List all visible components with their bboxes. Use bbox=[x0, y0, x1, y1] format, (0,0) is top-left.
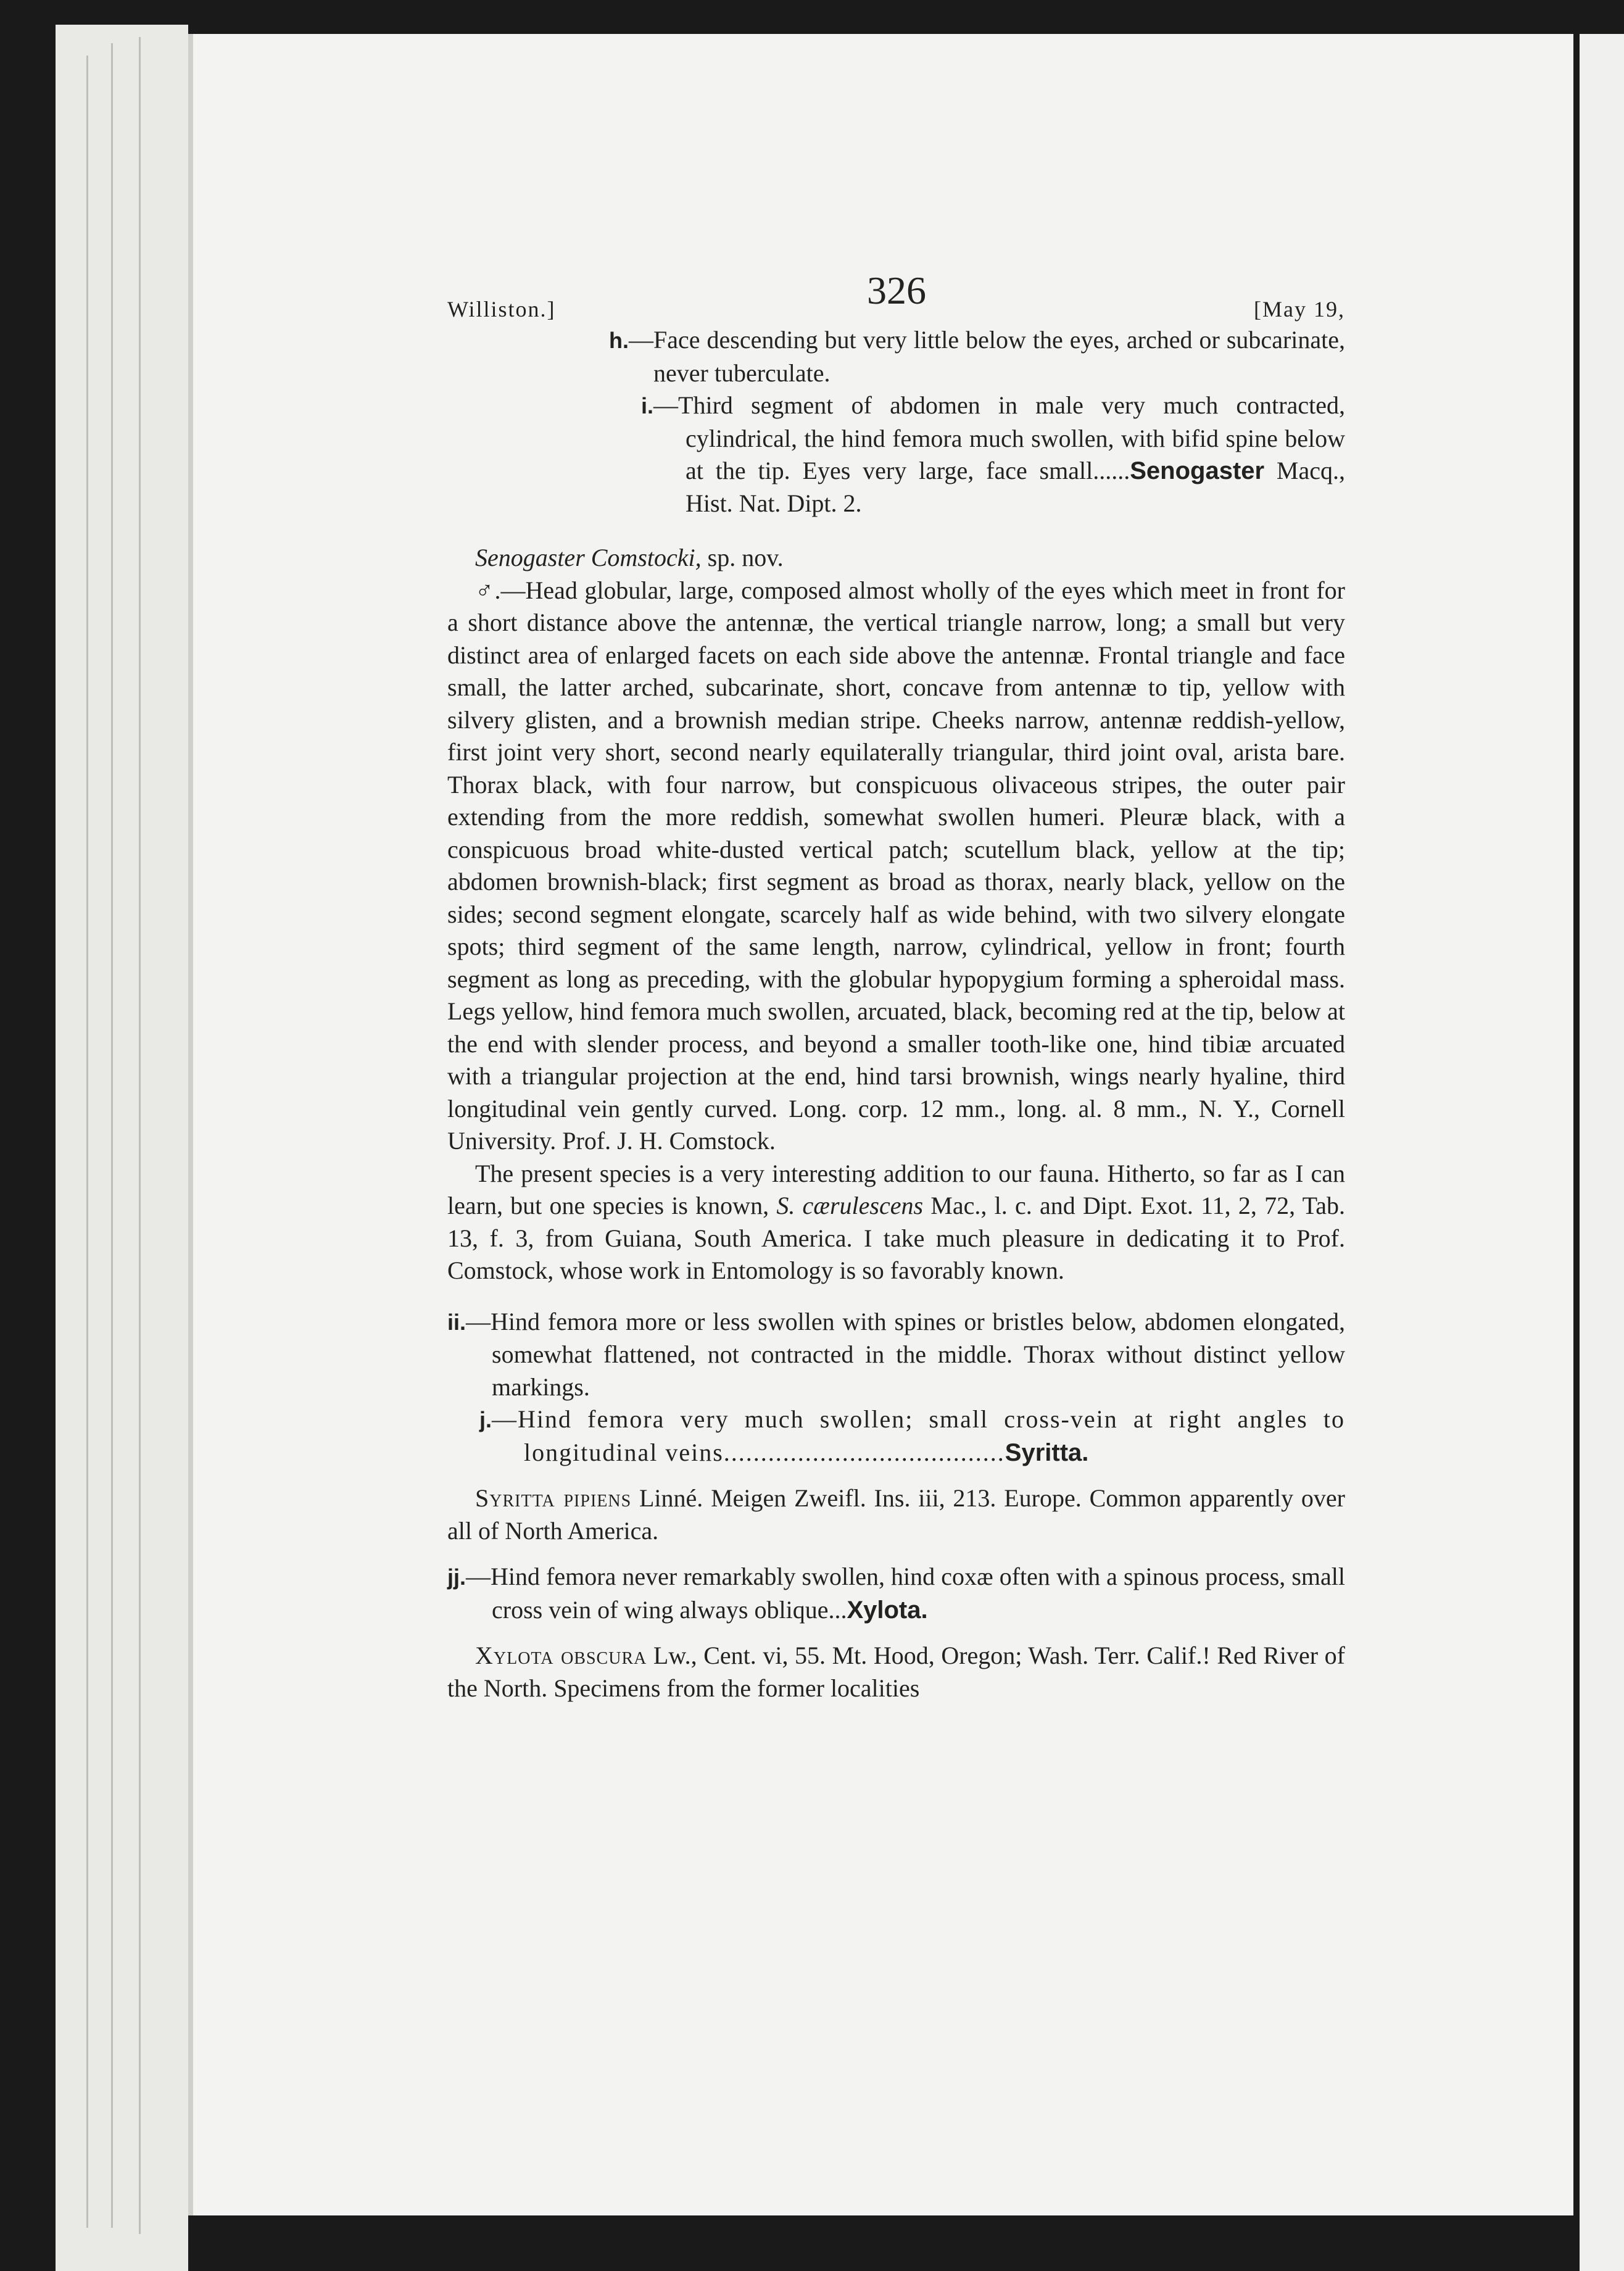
taxon-name: S. cærulescens bbox=[776, 1192, 924, 1219]
running-head-date: [May 19, bbox=[1254, 297, 1345, 322]
key-text: —Hind femora very much swollen; small cross-vein at right angles to longitudinal veins...................................... bbox=[492, 1405, 1345, 1466]
key-text: —Face descending but very little below the eyes, arched or subcarinate, never tuberculate. bbox=[629, 326, 1345, 387]
page-edge-line bbox=[86, 56, 88, 2228]
page-number: 326 bbox=[867, 268, 926, 312]
record-text: Linné. Meigen Zweifl. Ins. iii, 213. Europe. Common apparently over all of North America. bbox=[447, 1484, 1346, 1545]
species-name: Senogaster Comstocki, bbox=[475, 544, 702, 571]
key-couplet-h bbox=[609, 324, 1345, 389]
running-head-author: Williston.] bbox=[447, 297, 556, 322]
page-edge-line bbox=[139, 37, 141, 2234]
key-couplet-j bbox=[479, 1403, 1345, 1469]
key-couplet-i bbox=[641, 389, 1345, 520]
key-text: —Hind femora never remarkably swollen, hind coxæ often with a spinous process, small cross vein of wing always oblique... bbox=[466, 1563, 1345, 1624]
running-header bbox=[447, 268, 1345, 324]
key-text: —Hind femora more or less swollen with spines or bristles below, abdomen elongated, somewhat flattened, not contracted in the middle. Thorax without distinct yellow markings. bbox=[466, 1307, 1345, 1401]
key-couplet-jj bbox=[447, 1561, 1345, 1626]
key-citation: Macq., Hist. Nat. Dipt. 2. bbox=[686, 457, 1346, 517]
page-edge-line bbox=[111, 43, 113, 2228]
key-text: —Third segment of abdomen in male very much contracted, cylindrical, the hind femora much swollen, with bifid spine below at the tip. Eyes very large, face small...... bbox=[653, 391, 1345, 484]
page-stack-shadow bbox=[56, 25, 188, 2271]
species-status: sp. nov. bbox=[701, 544, 784, 571]
remarks-text: The present species is a very interesting addition to our fauna. Hitherto, so far as I can learn, but one species is known, bbox=[447, 1159, 1345, 1219]
adjacent-page-edge bbox=[1580, 34, 1624, 2271]
genus-name: Syritta. bbox=[1005, 1439, 1089, 1466]
page-content bbox=[447, 268, 1346, 1704]
genus-name: Senogaster bbox=[1130, 457, 1265, 484]
species-description: ♂.—Head globular, large, composed almost wholly of the eyes which meet in front for a short distance above the antennæ, the vertical triangle narrow, long; a small but very distinct area of enlarged facets on each side above the antennæ. Frontal triangle and face small, the latter arched, subcarinate, short, concave from antennæ to tip, yellow with silvery glisten, and a brownish median stripe. Cheeks narrow, antennæ reddish-yellow, first joint very short, second nearly equilaterally triangular, third joint oval, arista bare. Thorax black, with four narrow, but conspicuous olivaceous stripes, the outer pair extending from the more reddish, somewhat swollen humeri. Pleuræ black, with a conspicuous broad white-dusted vertical patch; scutellum black, yellow at the tip; abdomen brownish-black; first segment as broad as thorax, nearly black, yellow on the sides; second segment elongate, scarcely half as wide behind, with two silvery elongate spots; third segment of the same length, narrow, cylindrical, yellow in front; fourth segment as long as preceding, with the globular hypopygium forming a spheroidal mass. Legs yellow, hind femora much swollen, arcuated, black, becoming red at the tip, below at the end with slender process, and beyond a smaller tooth-like one, hind tibiæ arcuated with a triangular projection at the end, hind tarsi brownish, wings nearly hyaline, third longitudinal vein gently curved. Long. corp. 12 mm., long. al. 8 mm., N. Y., Cornell University. Prof. J. H. Comstock. bbox=[447, 576, 1345, 1155]
species-name: Xylota obscura bbox=[475, 1642, 647, 1669]
genus-name: Xylota. bbox=[847, 1596, 928, 1624]
record-text: Lw., Cent. vi, 55. Mt. Hood, Oregon; Wash. Terr. Calif.! Red River of the North. Specimens from the former localities bbox=[447, 1642, 1346, 1702]
remarks-paragraph bbox=[447, 1158, 1345, 1287]
key-letter: j. bbox=[479, 1407, 492, 1432]
species-record-syritta bbox=[447, 1482, 1345, 1547]
species-name: Syritta pipiens bbox=[475, 1484, 632, 1512]
remarks-text: Mac., l. c. and Dipt. Exot. 11, 2, 72, Tab. 13, f. 3, from Guiana, South America. I take much pleasure in dedicating it to Prof. Comstock, whose work in Entomology is so favorably known. bbox=[447, 1192, 1345, 1284]
key-letter: jj. bbox=[447, 1564, 466, 1590]
key-section-h-i bbox=[609, 324, 1345, 520]
key-letter: i. bbox=[641, 393, 654, 418]
species-record-xylota bbox=[447, 1640, 1345, 1704]
key-letter: h. bbox=[609, 328, 629, 353]
species-heading bbox=[447, 542, 1345, 575]
key-couplet-ii bbox=[447, 1306, 1345, 1404]
key-letter: ii. bbox=[447, 1309, 466, 1335]
